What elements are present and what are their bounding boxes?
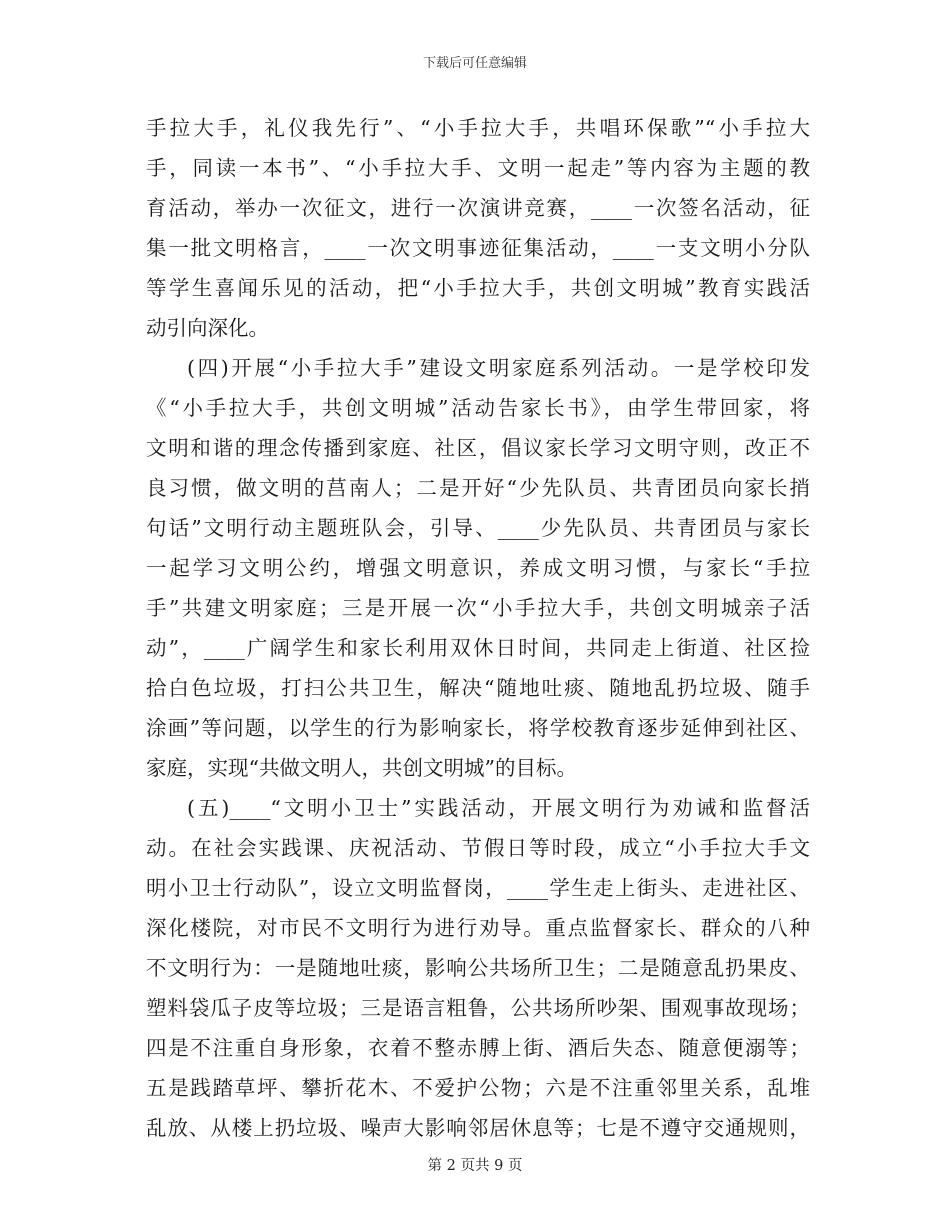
text-line: 句话”文明行动主题班队会，引导、____少先队员、共青团员与家长	[146, 516, 810, 540]
text-line: 四是不注重自身形象，衣着不整赤膊上街、酒后失态、随意便溺等；	[146, 1036, 810, 1060]
text-line: 动。在社会实践课、庆祝活动、节假日等时段，成立“小手拉大手文	[146, 836, 810, 860]
text-line: 五是践踏草坪、攀折花木、不爱护公物；六是不注重邻里关系，乱堆	[146, 1076, 810, 1100]
text-line: 手拉大手，礼仪我先行”、“小手拉大手，共唱环保歌”“小手拉大	[146, 116, 810, 140]
text-line: 良习惯，做文明的莒南人；二是开好“少先队员、共青团员向家长捎	[146, 476, 810, 500]
text-line: 深化楼院，对市民不文明行为进行劝导。重点监督家长、群众的八种	[146, 916, 810, 940]
text-line: 拾白色垃圾，打扫公共卫生，解决“随地吐痰、随地乱扔垃圾、随手	[146, 676, 810, 700]
paragraph-first-line: (五)____“文明小卫士”实践活动，开展文明行为劝诫和监督活	[187, 796, 810, 820]
text-line: 手”共建文明家庭；三是开展一次“小手拉大手，共创文明城亲子活	[146, 596, 810, 620]
text-line: 家庭，实现“共做文明人，共创文明城”的目标。	[146, 756, 577, 780]
text-line: 不文明行为：一是随地吐痰，影响公共场所卫生；二是随意乱扔果皮、	[146, 956, 810, 980]
paragraph-first-line: (四)开展“小手拉大手”建设文明家庭系列活动。一是学校印发	[187, 356, 810, 380]
text-line: 等学生喜闻乐见的活动，把“小手拉大手，共创文明城”教育实践活	[146, 276, 810, 300]
text-line: 手，同读一本书”、“小手拉大手、文明一起走”等内容为主题的教	[146, 156, 810, 180]
text-line: 乱放、从楼上扔垃圾、噪声大影响邻居休息等；七是不遵守交通规则，	[146, 1116, 810, 1140]
text-line: 集一批文明格言，____一次文明事迹征集活动，____一支文明小分队	[146, 236, 810, 260]
text-line: 育活动，举办一次征文，进行一次演讲竞赛，____一次签名活动，征	[146, 196, 810, 220]
document-body	[146, 108, 810, 1148]
page-number-footer: 第 2 页共 9 页	[427, 1158, 523, 1174]
text-line: 动引向深化。	[146, 316, 269, 340]
text-line: 动”，____广阔学生和家长利用双休日时间，共同走上街道、社区捡	[146, 636, 810, 660]
text-line: 文明和谐的理念传播到家庭、社区，倡议家长学习文明守则，改正不	[146, 436, 810, 460]
text-line: 一起学习文明公约，增强文明意识，养成文明习惯，与家长“手拉	[146, 556, 810, 580]
text-line: 涂画”等问题，以学生的行为影响家长，将学校教育逐步延伸到社区、	[146, 716, 810, 740]
page-header: 下载后可任意编辑	[422, 56, 527, 71]
text-line: 塑料袋瓜子皮等垃圾；三是语言粗鲁，公共场所吵架、围观事故现场；	[146, 996, 810, 1020]
text-line: 《“小手拉大手，共创文明城”活动告家长书》，由学生带回家，将	[146, 396, 810, 420]
text-line: 明小卫士行动队”，设立文明监督岗，____学生走上街头、走进社区、	[146, 876, 810, 900]
